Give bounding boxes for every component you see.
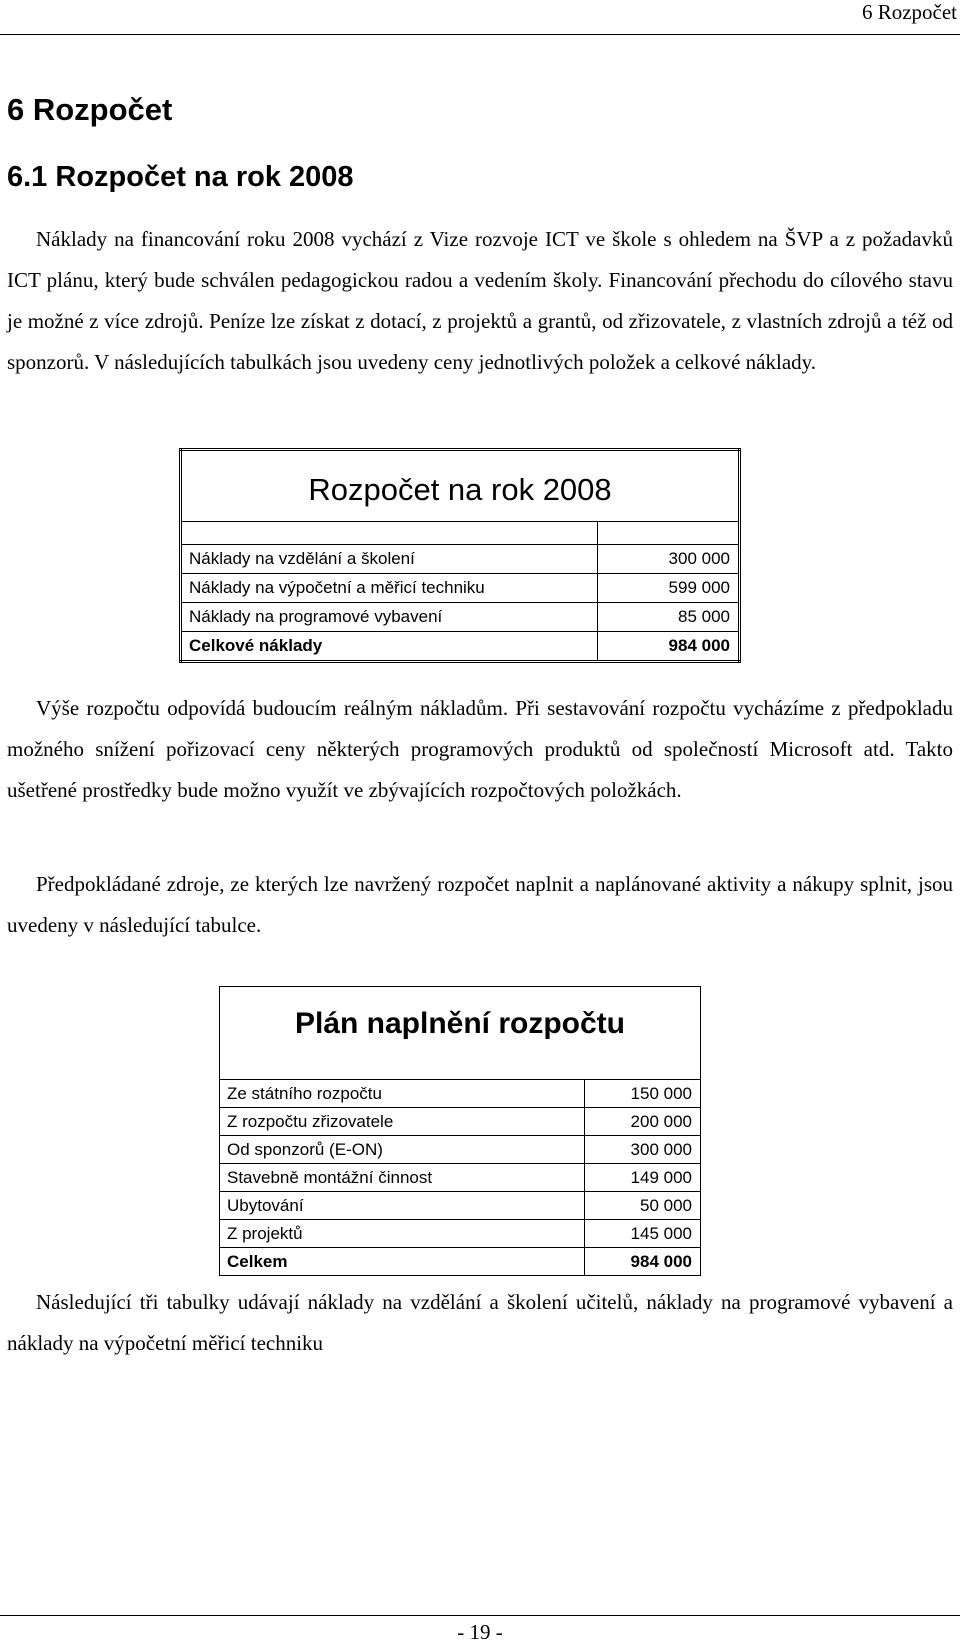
plan-table bbox=[219, 986, 701, 1276]
running-header-title: 6 Rozpočet bbox=[861, 0, 957, 24]
table-row bbox=[220, 1136, 701, 1164]
budget-note-paragraph: Výše rozpočtu odpovídá budoucím reálným nákladům. Při sestavování rozpočtu vycházíme z předpokladu možného snížení pořizovací ceny některých programových produktů od společností Microsoft atd. Takto ušetřené prostředky bude možno využít ve zbývajících rozpočtových položkách. bbox=[7, 696, 953, 802]
row-label: Náklady na výpočetní a měřicí techniku bbox=[181, 574, 598, 603]
row-label: Z rozpočtu zřizovatele bbox=[220, 1108, 585, 1136]
row-label: Náklady na vzdělání a školení bbox=[181, 545, 598, 574]
table-row bbox=[220, 1192, 701, 1220]
table-row bbox=[181, 574, 740, 603]
total-label: Celkem bbox=[220, 1248, 585, 1276]
plan-table-spacer-row bbox=[220, 1053, 701, 1080]
row-value: 300 000 bbox=[585, 1136, 701, 1164]
budget-table-title: Rozpočet na rok 2008 bbox=[308, 472, 612, 507]
row-value: 300 000 bbox=[598, 545, 740, 574]
plan-table-title: Plán naplnění rozpočtu bbox=[294, 1007, 625, 1040]
total-value: 984 000 bbox=[585, 1248, 701, 1276]
table-row bbox=[181, 545, 740, 574]
total-row bbox=[181, 632, 740, 662]
sources-intro-paragraph: Předpokládané zdroje, ze kterých lze navržený rozpočet naplnit a naplánované aktivity a nákupy splnit, jsou uvedeny v následující tabulce. bbox=[7, 872, 953, 937]
row-value: 200 000 bbox=[585, 1108, 701, 1136]
footer-rule bbox=[0, 1615, 960, 1616]
row-value: 50 000 bbox=[585, 1192, 701, 1220]
row-value: 85 000 bbox=[598, 603, 740, 632]
table-row bbox=[220, 1108, 701, 1136]
row-label: Náklady na programové vybavení bbox=[181, 603, 598, 632]
row-value: 599 000 bbox=[598, 574, 740, 603]
table-row bbox=[220, 1220, 701, 1248]
page-number: - 19 - bbox=[457, 1620, 503, 1644]
budget-table bbox=[179, 448, 741, 663]
row-label: Ubytování bbox=[220, 1192, 585, 1220]
table-row bbox=[220, 1080, 701, 1108]
section-heading: 6.1 Rozpočet na rok 2008 bbox=[7, 161, 354, 193]
row-label: Stavebně montážní činnost bbox=[220, 1164, 585, 1192]
row-value: 149 000 bbox=[585, 1164, 701, 1192]
row-label: Z projektů bbox=[220, 1220, 585, 1248]
row-label: Od sponzorů (E-ON) bbox=[220, 1136, 585, 1164]
row-value: 150 000 bbox=[585, 1080, 701, 1108]
row-value: 145 000 bbox=[585, 1220, 701, 1248]
total-label: Celkové náklady bbox=[181, 632, 598, 662]
intro-paragraph: Náklady na financování roku 2008 vychází z Vize rozvoje ICT ve škole s ohledem na ŠVP a z požadavků ICT plánu, který bude schválen pedagogickou radou a vedením školy. Financování přechodu do cílového stavu je možné z více zdrojů. Peníze lze získat z dotací, z projektů a grantů, od zřizovatele, z vlastních zdrojů a též od sponzorů. V následujících tabulkách jsou uvedeny ceny jednotlivých položek a celkové náklady. bbox=[7, 227, 953, 374]
total-value: 984 000 bbox=[598, 632, 740, 662]
chapter-heading: 6 Rozpočet bbox=[7, 92, 173, 127]
total-row bbox=[220, 1248, 701, 1276]
budget-table-spacer-row bbox=[181, 522, 740, 545]
table-row bbox=[220, 1164, 701, 1192]
row-label: Ze státního rozpočtu bbox=[220, 1080, 585, 1108]
running-header bbox=[0, 0, 960, 35]
following-tables-paragraph: Následující tři tabulky udávají náklady na vzdělání a školení učitelů, náklady na programové vybavení a náklady na výpočetní měřicí techniku bbox=[7, 1290, 953, 1355]
table-row bbox=[181, 603, 740, 632]
